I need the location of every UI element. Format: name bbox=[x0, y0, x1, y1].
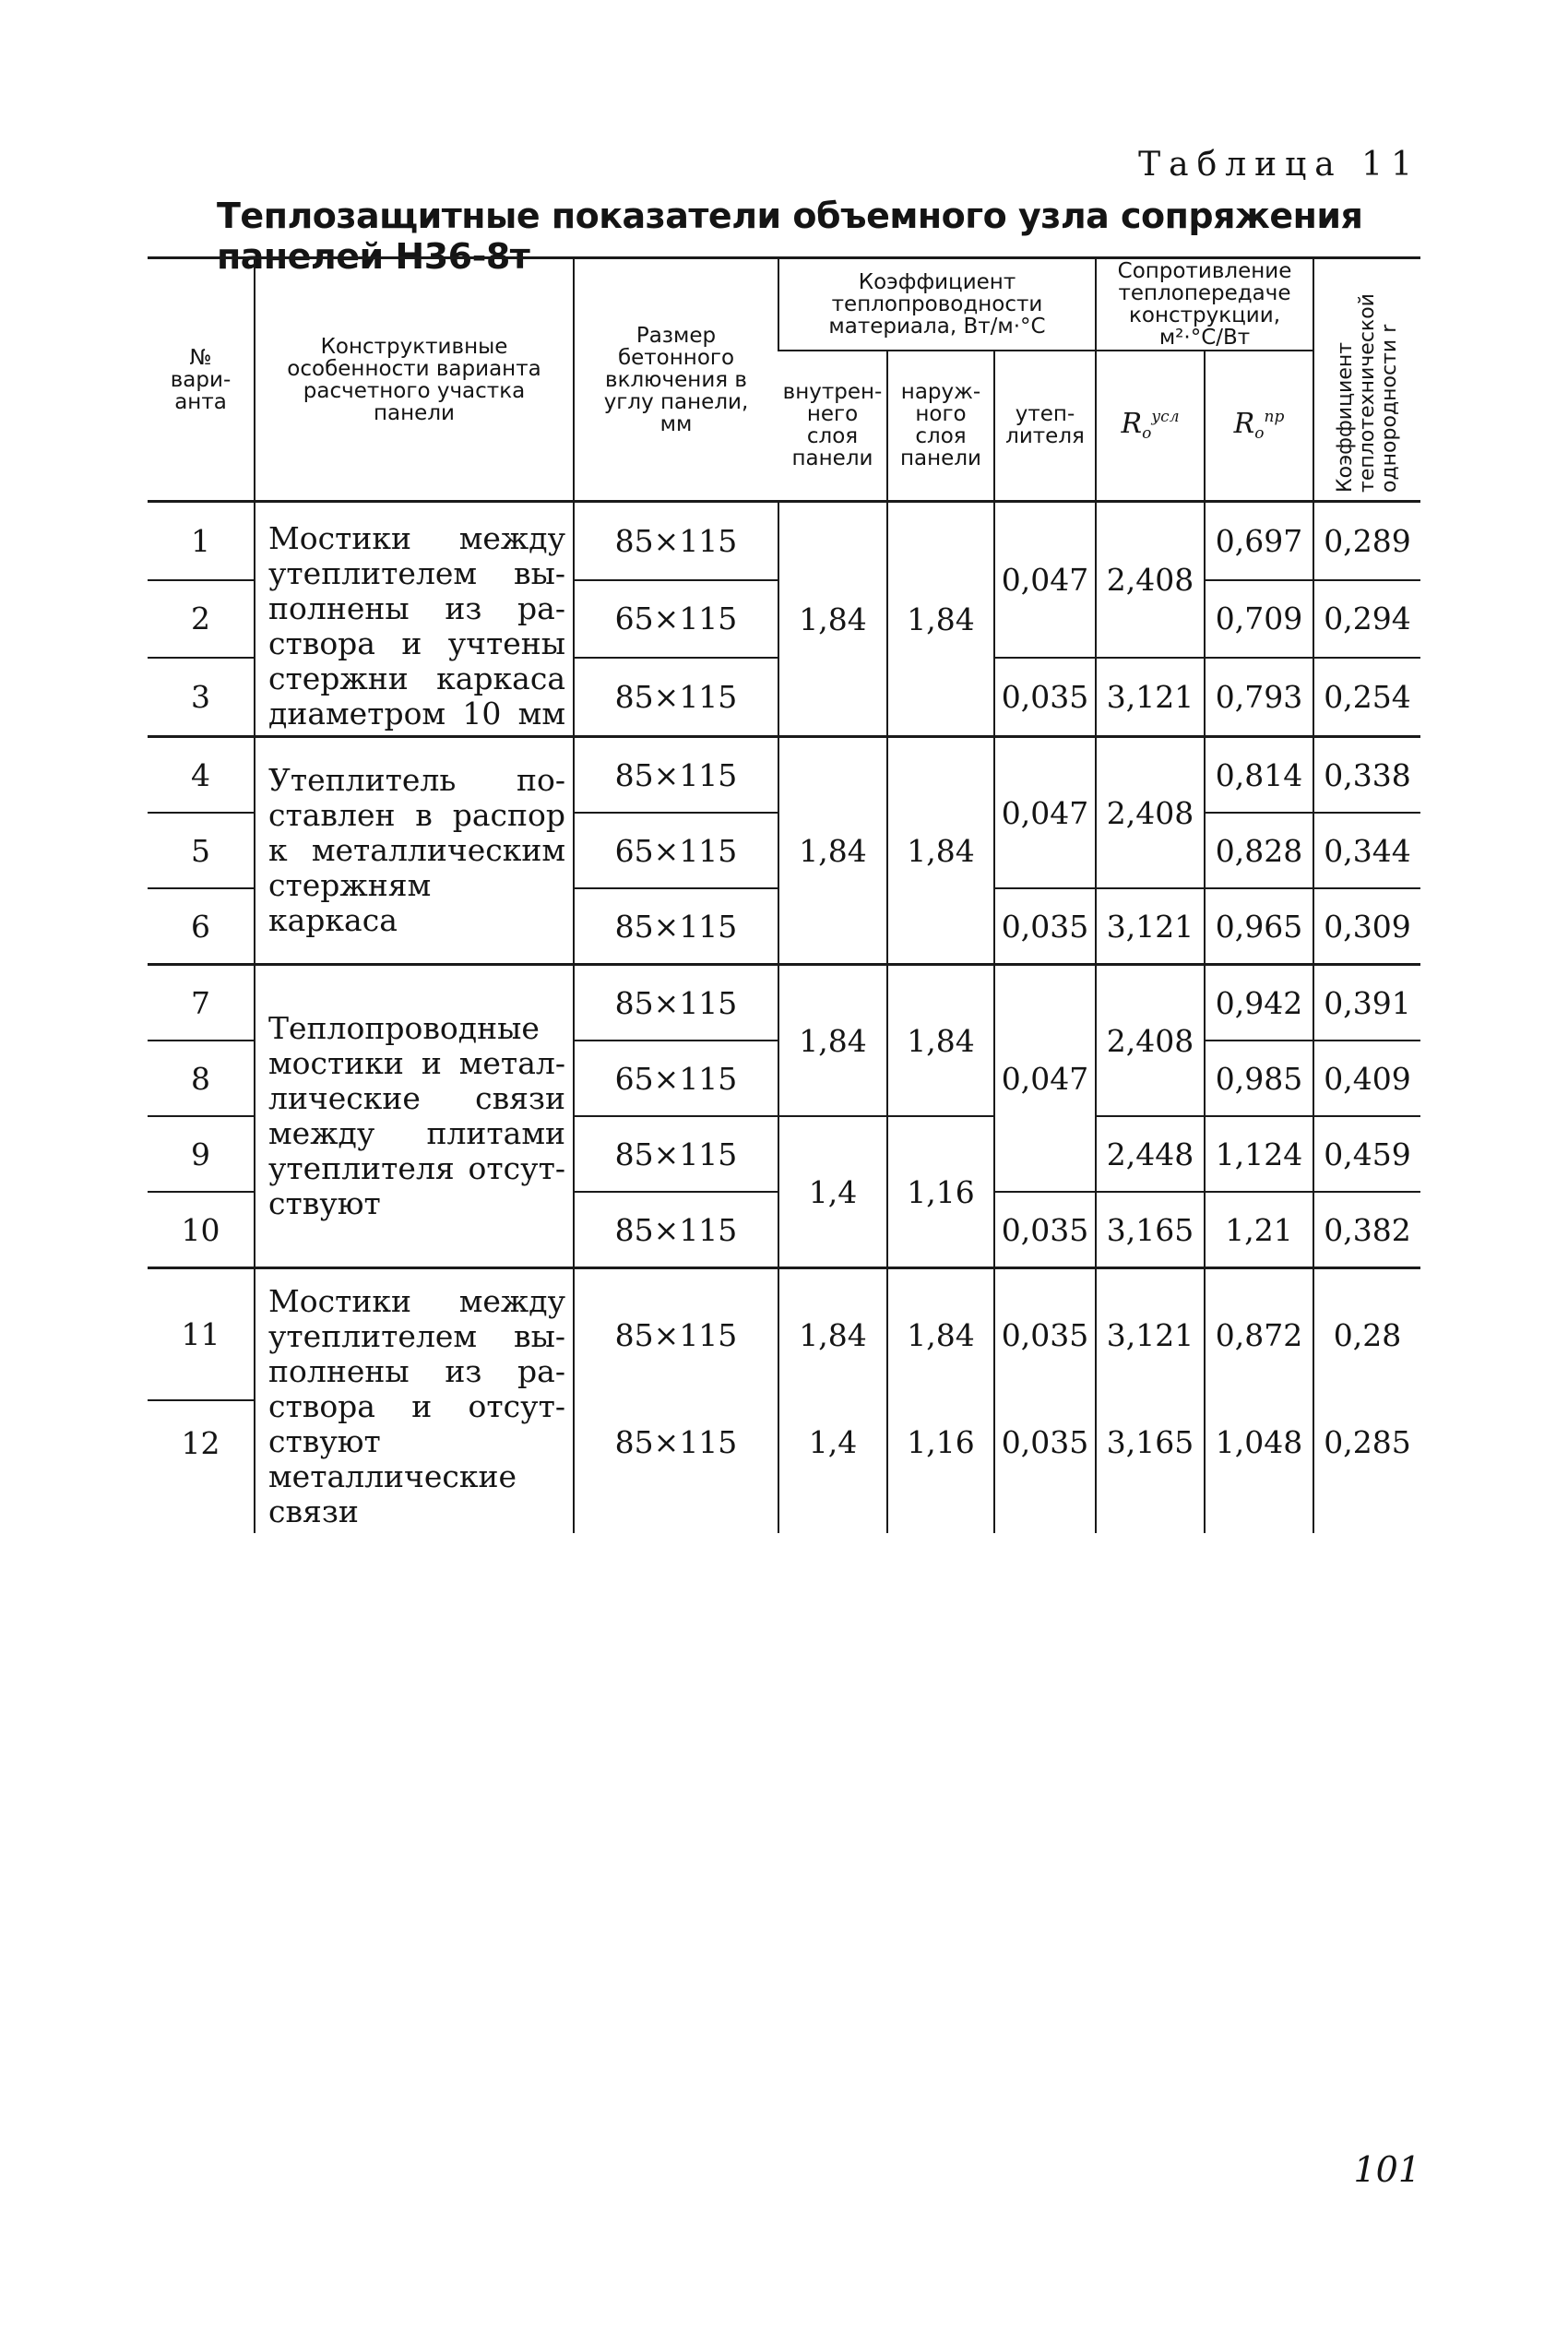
inclusion-size: 85×115 bbox=[574, 1116, 778, 1192]
variant-number: 4 bbox=[148, 737, 255, 814]
coefficient-value: 0,294 bbox=[1313, 580, 1420, 659]
inclusion-size: 85×115 bbox=[574, 737, 778, 814]
inclusion-size: 85×115 bbox=[574, 965, 778, 1041]
variant-number: 5 bbox=[148, 813, 255, 888]
r-usl-value: 2,408 bbox=[1096, 965, 1205, 1117]
r-usl-value: 3,165 bbox=[1096, 1192, 1205, 1268]
table-row bbox=[148, 1268, 1420, 1401]
inner-conductivity: 1,84 bbox=[778, 737, 887, 965]
insulation-conductivity: 0,035 bbox=[994, 1268, 1096, 1401]
insulation-conductivity: 0,047 bbox=[994, 737, 1096, 889]
inclusion-size: 85×115 bbox=[574, 888, 778, 965]
inner-conductivity: 1,84 bbox=[778, 965, 887, 1117]
inner-conductivity: 1,4 bbox=[778, 1400, 887, 1533]
r-pr-value: 0,793 bbox=[1205, 658, 1313, 736]
variant-number: 2 bbox=[148, 580, 255, 659]
variant-number: 6 bbox=[148, 888, 255, 965]
r-usl-value: 2,408 bbox=[1096, 737, 1205, 889]
variant-description: Утеплитель поставлен в распор к металлическим стержням каркаса bbox=[255, 737, 574, 965]
coefficient-value: 0,254 bbox=[1313, 658, 1420, 736]
outer-conductivity: 1,16 bbox=[887, 1116, 994, 1268]
table-caption: Таблица 11 bbox=[1138, 146, 1420, 184]
inclusion-size: 85×115 bbox=[574, 658, 778, 736]
variant-number: 10 bbox=[148, 1192, 255, 1268]
header-features: Конструктивные особенности варианта расчетного участка панели bbox=[255, 258, 574, 502]
header-r-usl: $R_о^{усл}$ bbox=[1096, 351, 1205, 502]
insulation-conductivity: 0,035 bbox=[994, 1192, 1096, 1268]
coefficient-value: 0,391 bbox=[1313, 965, 1420, 1041]
r-usl-value: 3,121 bbox=[1096, 1268, 1205, 1401]
coefficient-value: 0,409 bbox=[1313, 1041, 1420, 1116]
header-resistance: Сопротивление теплопередаче конструкции, м²·°С/Вт bbox=[1096, 258, 1313, 351]
outer-conductivity: 1,16 bbox=[887, 1400, 994, 1533]
variant-description: Теплопроводные мостики и металлические связи между плитами утеплителя отсутствуют bbox=[255, 965, 574, 1268]
inclusion-size: 65×115 bbox=[574, 580, 778, 659]
insulation-conductivity: 0,035 bbox=[994, 1400, 1096, 1533]
variant-number: 12 bbox=[148, 1400, 255, 1533]
r-pr-value: 0,942 bbox=[1205, 965, 1313, 1041]
r-pr-value: 0,965 bbox=[1205, 888, 1313, 965]
inner-conductivity: 1,84 bbox=[778, 1268, 887, 1401]
outer-conductivity: 1,84 bbox=[887, 965, 994, 1117]
coefficient-value: 0,309 bbox=[1313, 888, 1420, 965]
inclusion-size: 65×115 bbox=[574, 813, 778, 888]
variant-number: 7 bbox=[148, 965, 255, 1041]
header-outer-layer: наружного слоя панели bbox=[887, 351, 994, 502]
page-title: Теплозащитные показатели объемного узла сопряжения панелей Н36-8т bbox=[217, 196, 1363, 277]
inclusion-size: 65×115 bbox=[574, 1041, 778, 1116]
header-coefficient-text: Коэффициент теплотехнической однородности r bbox=[1333, 293, 1401, 493]
outer-conductivity: 1,84 bbox=[887, 502, 994, 737]
r-usl-value: 2,408 bbox=[1096, 502, 1205, 659]
coefficient-value: 0,289 bbox=[1313, 502, 1420, 580]
header-size: Размер бетонного включения в углу панели, мм bbox=[574, 258, 778, 502]
header-insulation: утеплителя bbox=[994, 351, 1096, 502]
r-usl-value: 3,121 bbox=[1096, 888, 1205, 965]
inner-conductivity: 1,4 bbox=[778, 1116, 887, 1268]
coefficient-value: 0,344 bbox=[1313, 813, 1420, 888]
coefficient-value: 0,338 bbox=[1313, 737, 1420, 814]
variant-description: Мостики между утеплителем выполнены из раствора и отсутствуют металлические связи bbox=[255, 1268, 574, 1534]
header-inner-layer: внутреннего слоя панели bbox=[778, 351, 887, 502]
insulation-conductivity: 0,035 bbox=[994, 888, 1096, 965]
variant-number: 8 bbox=[148, 1041, 255, 1116]
r-usl-value: 3,165 bbox=[1096, 1400, 1205, 1533]
outer-conductivity: 1,84 bbox=[887, 737, 994, 965]
header-r-pr: $R_о^{пр}$ bbox=[1205, 351, 1313, 502]
r-pr-value: 0,814 bbox=[1205, 737, 1313, 814]
insulation-conductivity: 0,035 bbox=[994, 658, 1096, 736]
header-conductivity: Коэффициент теплопроводности материала, Вт/м·°С bbox=[778, 258, 1096, 351]
inclusion-size: 85×115 bbox=[574, 502, 778, 580]
insulation-conductivity: 0,047 bbox=[994, 965, 1096, 1193]
r-usl-value: 2,448 bbox=[1096, 1116, 1205, 1192]
r-usl-value: 3,121 bbox=[1096, 658, 1205, 736]
inclusion-size: 85×115 bbox=[574, 1400, 778, 1533]
data-table bbox=[148, 256, 1420, 1533]
table-row bbox=[148, 965, 1420, 1041]
r-pr-value: 0,697 bbox=[1205, 502, 1313, 580]
r-pr-value: 0,985 bbox=[1205, 1041, 1313, 1116]
variant-number: 11 bbox=[148, 1268, 255, 1401]
variant-number: 1 bbox=[148, 502, 255, 580]
r-pr-value: 0,709 bbox=[1205, 580, 1313, 659]
variant-number: 9 bbox=[148, 1116, 255, 1192]
r-pr-value: 0,828 bbox=[1205, 813, 1313, 888]
insulation-conductivity: 0,047 bbox=[994, 502, 1096, 659]
r-pr-value: 0,872 bbox=[1205, 1268, 1313, 1401]
coefficient-value: 0,285 bbox=[1313, 1400, 1420, 1533]
inclusion-size: 85×115 bbox=[574, 1192, 778, 1268]
coefficient-value: 0,28 bbox=[1313, 1268, 1420, 1401]
variant-number: 3 bbox=[148, 658, 255, 736]
page-number: 101 bbox=[1353, 2149, 1420, 2190]
coefficient-value: 0,382 bbox=[1313, 1192, 1420, 1268]
r-pr-value: 1,124 bbox=[1205, 1116, 1313, 1192]
inner-conductivity: 1,84 bbox=[778, 502, 887, 737]
inclusion-size: 85×115 bbox=[574, 1268, 778, 1401]
r-pr-value: 1,21 bbox=[1205, 1192, 1313, 1268]
table-row bbox=[148, 737, 1420, 814]
coefficient-value: 0,459 bbox=[1313, 1116, 1420, 1192]
table-row bbox=[148, 502, 1420, 580]
variant-description: Мостики между утеплителем выполнены из раствора и учтены стержни каркаса диаметром 10 мм bbox=[255, 502, 574, 737]
outer-conductivity: 1,84 bbox=[887, 1268, 994, 1401]
r-pr-value: 1,048 bbox=[1205, 1400, 1313, 1533]
table-body bbox=[148, 502, 1420, 1534]
header-variant: № варианта bbox=[148, 258, 255, 502]
header-coefficient bbox=[1313, 258, 1420, 502]
